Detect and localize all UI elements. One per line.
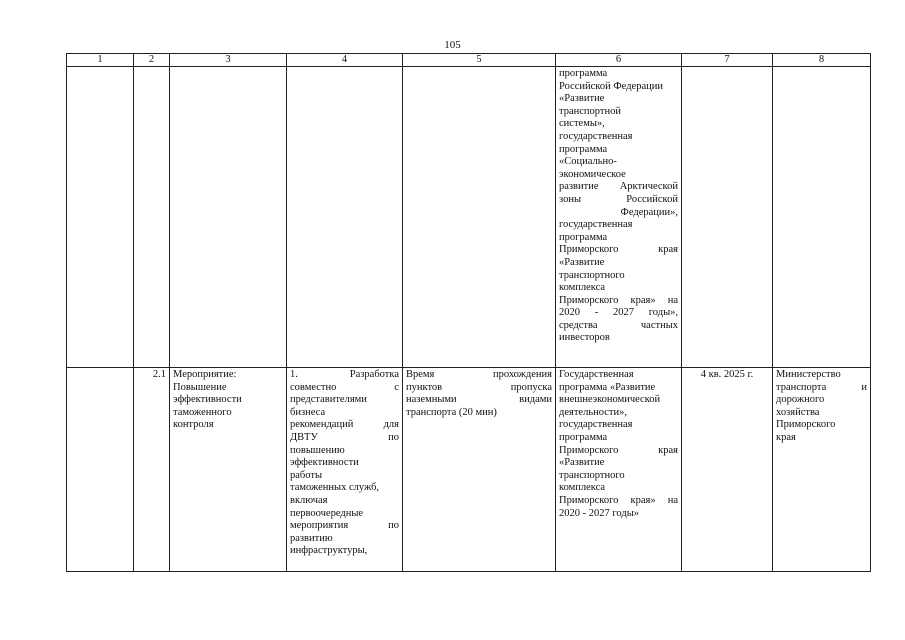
text-line: 1. Разработка xyxy=(290,369,399,380)
table-row-continued xyxy=(67,67,871,368)
column-header-6: 6 xyxy=(556,54,682,67)
text-line: программа «Развитие xyxy=(559,381,656,393)
text-line: Федерации», xyxy=(620,206,678,218)
text-line: эффективности xyxy=(290,457,359,469)
text-line: программа xyxy=(559,231,608,243)
responsible-cell xyxy=(773,368,871,572)
text-line: Приморского края xyxy=(559,244,678,256)
text-line: контроля xyxy=(173,419,214,431)
text-line: первоочередные xyxy=(290,507,364,519)
text-line: таможенного xyxy=(173,406,232,418)
text-line: государственная xyxy=(559,419,633,431)
page-number: 105 xyxy=(444,39,461,51)
text-line: рекомендаций для xyxy=(290,419,399,431)
text-line: инвесторов xyxy=(559,332,610,344)
text-line: комплекса xyxy=(559,282,606,294)
event-name-cell xyxy=(170,368,287,572)
text-line: Приморского края» на xyxy=(559,494,678,506)
text-line: бизнеса xyxy=(290,406,326,418)
text-line: «Социально- xyxy=(559,156,617,168)
text-line: транспортного xyxy=(559,269,625,281)
text-line: Время прохождения xyxy=(406,369,552,380)
column-header-1: 1 xyxy=(67,54,134,67)
indicator-cell xyxy=(403,368,556,572)
text-line: развитие Арктической xyxy=(559,181,678,193)
text-line: государственная xyxy=(559,219,633,231)
cell-empty xyxy=(134,67,170,368)
text-line: внешнеэкономической xyxy=(559,394,661,406)
text-line: эффективности xyxy=(173,394,242,406)
cell-empty xyxy=(67,67,134,368)
text-line: ДВТУ по xyxy=(290,431,399,443)
text-line: совместно с xyxy=(290,381,399,393)
action-description-cell xyxy=(287,368,403,572)
text-line: экономическое xyxy=(559,168,626,180)
column-header-3: 3 xyxy=(170,54,287,67)
text-line: развитию xyxy=(290,532,333,544)
text-line: 2020 - 2027 годы» xyxy=(559,507,640,519)
row-number-cell: 2.1 xyxy=(134,368,170,572)
text-line: Повышение xyxy=(173,381,227,393)
cell-empty xyxy=(287,67,403,368)
text-line: представителями xyxy=(290,394,367,406)
text-line: инфраструктуры, xyxy=(290,545,368,557)
text-line: средства частных xyxy=(559,319,678,331)
funding-source-cell xyxy=(556,368,682,572)
text-line: мероприятия по xyxy=(290,520,399,532)
cell-empty xyxy=(67,368,134,572)
text-line: пунктов пропуска xyxy=(406,381,552,393)
text-line: 2020 - 2027 годы», xyxy=(559,307,678,319)
text-line: программа xyxy=(559,143,608,155)
text-line: деятельности», xyxy=(559,406,627,418)
text-line: комплекса xyxy=(559,482,606,494)
deadline-cell: 4 кв. 2025 г. xyxy=(682,368,773,572)
text-line: Приморского xyxy=(776,419,836,431)
measures-table xyxy=(66,53,871,572)
cell-empty xyxy=(682,67,773,368)
cell-empty xyxy=(403,67,556,368)
text-line: транспортного xyxy=(559,469,625,481)
text-line: дорожного xyxy=(776,394,825,406)
text-line: Приморского края» на xyxy=(559,294,678,306)
table-row-2-1 xyxy=(67,368,871,572)
text-line: системы», xyxy=(559,118,605,130)
text-line: «Развитие xyxy=(559,256,605,268)
column-header-5: 5 xyxy=(403,54,556,67)
text-line: повышению xyxy=(290,444,345,456)
funding-source-cell xyxy=(556,67,682,368)
text-line: транспорта (20 мин) xyxy=(406,406,497,418)
text-line: работы xyxy=(290,469,323,481)
column-header-2: 2 xyxy=(134,54,170,67)
text-line: включая xyxy=(290,494,328,506)
text-line: государственная xyxy=(559,130,633,142)
text-line: хозяйства xyxy=(776,406,820,418)
text-line: программа xyxy=(559,431,608,443)
column-header-4: 4 xyxy=(287,54,403,67)
text-line: Министерство xyxy=(776,369,841,380)
text-line: наземными видами xyxy=(406,394,552,406)
text-line: Приморского края xyxy=(559,444,678,456)
text-line: транспорта и xyxy=(776,381,867,393)
text-line: Государственная xyxy=(559,369,634,380)
text-line: Российской Федерации xyxy=(559,80,663,92)
text-line: Мероприятие: xyxy=(173,369,237,380)
text-line: зоны Российской xyxy=(559,193,678,205)
text-line: края xyxy=(776,431,796,443)
column-header-8: 8 xyxy=(773,54,871,67)
text-line: программа xyxy=(559,68,608,79)
text-line: таможенных служб, xyxy=(290,482,380,494)
column-number-row xyxy=(67,54,871,67)
text-line: транспортной xyxy=(559,105,621,117)
cell-empty xyxy=(170,67,287,368)
column-header-7: 7 xyxy=(682,54,773,67)
text-line: «Развитие xyxy=(559,93,605,105)
cell-empty xyxy=(773,67,871,368)
text-line: «Развитие xyxy=(559,457,605,469)
